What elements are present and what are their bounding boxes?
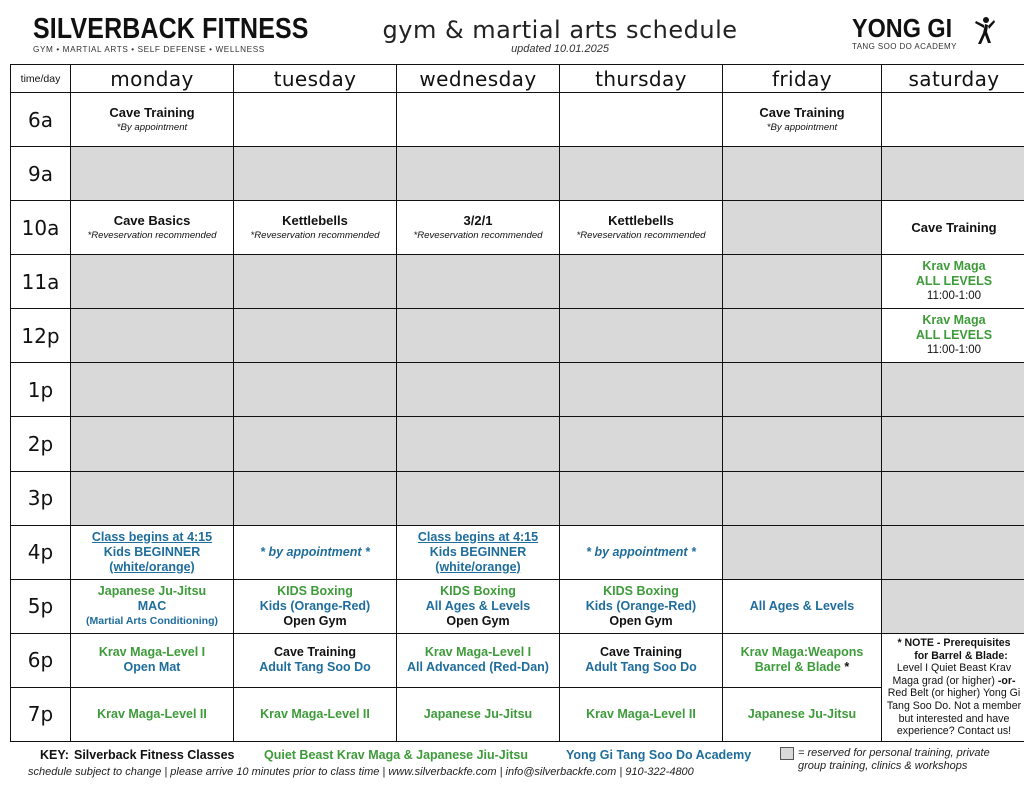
day-header-friday: friday — [723, 65, 882, 93]
time-label: 11a — [11, 255, 71, 309]
class-cell — [723, 579, 882, 633]
class-cell — [560, 687, 723, 741]
time-row-12p — [11, 309, 1024, 363]
class-cell — [560, 525, 723, 579]
reserved-cell — [71, 147, 234, 201]
time-label: 1p — [11, 363, 71, 417]
reserved-cell — [882, 471, 1024, 525]
key-reserved-description: = reserved for personal training, private group training, clinics & workshops — [798, 747, 990, 772]
reserved-cell — [71, 471, 234, 525]
reserved-cell — [397, 363, 560, 417]
schedule-title-block — [330, 16, 790, 55]
class-title: KIDS Boxing — [277, 583, 353, 598]
class-level: (white/orange) — [435, 559, 521, 574]
class-level: All Advanced (Red-Dan) — [407, 660, 549, 675]
silverback-brand — [33, 13, 309, 54]
class-title: Open Gym — [446, 613, 510, 628]
class-note: *Reveservation recommended — [576, 229, 706, 241]
class-cell — [234, 633, 397, 687]
reserved-cell — [234, 417, 397, 471]
class-cell — [234, 201, 397, 255]
reserved-cell — [723, 255, 882, 309]
time-label: 6a — [11, 93, 71, 147]
class-cell — [882, 309, 1024, 363]
reserved-cell — [560, 471, 723, 525]
reserved-cell — [560, 255, 723, 309]
class-start-note: Class begins at 4:15 — [417, 529, 539, 544]
class-title: Krav Maga-Level I — [424, 645, 532, 660]
class-title: Cave Basics — [113, 212, 191, 228]
reserved-cell — [882, 147, 1024, 201]
time-row-6a — [11, 93, 1024, 147]
class-title: Kettlebells — [608, 212, 674, 228]
class-note: *Reveservation recommended — [413, 229, 543, 241]
time-row-7p — [11, 687, 1024, 741]
reserved-cell — [71, 363, 234, 417]
class-title: Japanese Ju-Jitsu — [423, 706, 533, 721]
class-cell — [882, 201, 1024, 255]
prereq-text-krav: Level I Quiet Beast Krav Maga grad (or higher) — [892, 662, 1012, 687]
class-note: *Reveservation recommended — [250, 229, 380, 241]
time-label: 6p — [11, 633, 71, 687]
day-header-row — [11, 65, 1024, 93]
empty-cell — [560, 93, 723, 147]
class-title: Cave Training — [911, 220, 997, 236]
brand-tagline: GYM • MARTIAL ARTS • SELF DEFENSE • WELLNESS — [33, 45, 265, 54]
class-cell — [560, 201, 723, 255]
class-cell — [723, 93, 882, 147]
key-yong-gi-classes: Yong Gi Tang Soo Do Academy — [566, 748, 752, 762]
class-cell — [71, 201, 234, 255]
class-cell — [723, 633, 882, 687]
key-quiet-beast-classes: Quiet Beast Krav Maga & Japanese Jiu-Jitsu — [264, 748, 528, 762]
time-day-header: time/day — [11, 65, 71, 93]
time-label: 10a — [11, 201, 71, 255]
class-level: ALL LEVELS — [915, 328, 993, 343]
reserved-cell — [723, 525, 882, 579]
reserved-cell — [397, 471, 560, 525]
reserved-cell — [234, 147, 397, 201]
class-title: Krav Maga-Level I — [98, 645, 206, 660]
class-title: Krav Maga:Weapons — [740, 645, 864, 660]
class-title: Cave Training — [600, 645, 682, 660]
academy-name: YONG GI — [852, 13, 953, 43]
class-cell — [71, 687, 234, 741]
day-header-saturday: saturday — [882, 65, 1024, 93]
class-title: Krav Maga — [922, 313, 986, 328]
time-label: 3p — [11, 471, 71, 525]
class-cell — [397, 201, 560, 255]
class-note: *By appointment — [116, 121, 188, 133]
class-cell — [71, 579, 234, 633]
martial-artist-icon — [973, 16, 995, 46]
empty-cell — [234, 93, 397, 147]
class-title: MAC — [137, 598, 167, 613]
class-start-note: Class begins at 4:15 — [91, 529, 213, 544]
reserved-cell — [234, 255, 397, 309]
time-label: 5p — [11, 579, 71, 633]
reserved-cell — [723, 309, 882, 363]
empty-cell — [397, 93, 560, 147]
class-level: Kids (Orange-Red) — [259, 598, 371, 613]
class-cell — [397, 633, 560, 687]
class-title: Krav Maga-Level II — [260, 706, 370, 721]
reserved-cell — [560, 147, 723, 201]
day-header-wednesday: wednesday — [397, 65, 560, 93]
time-row-4p — [11, 525, 1024, 579]
time-row-9a — [11, 147, 1024, 201]
class-cell — [71, 93, 234, 147]
appointment-note: * by appointment * — [586, 544, 696, 559]
reserved-cell — [234, 363, 397, 417]
class-cell — [234, 525, 397, 579]
class-cell — [234, 687, 397, 741]
class-cell — [560, 633, 723, 687]
reserved-cell — [71, 255, 234, 309]
class-level: Kids (Orange-Red) — [585, 598, 697, 613]
reserved-cell — [234, 309, 397, 363]
class-title: Japanese Ju-Jitsu — [747, 706, 857, 721]
key-silverback-classes: Silverback Fitness Classes — [74, 748, 235, 762]
class-note: *Reveservation recommended — [87, 229, 217, 241]
reserved-cell — [560, 417, 723, 471]
reserved-cell — [882, 363, 1024, 417]
time-row-6p — [11, 633, 1024, 687]
schedule-table — [10, 64, 1024, 742]
prereq-note-subtitle: for Barrel & Blade: — [914, 649, 1008, 662]
class-cell — [71, 525, 234, 579]
class-cell — [234, 579, 397, 633]
reserved-cell — [723, 147, 882, 201]
class-title: Cave Training — [109, 104, 195, 120]
time-row-2p — [11, 417, 1024, 471]
time-row-11a — [11, 255, 1024, 309]
key-label: KEY: — [40, 748, 69, 762]
time-row-10a — [11, 201, 1024, 255]
class-title: Japanese Ju-Jitsu — [97, 583, 207, 598]
class-level: All Ages & Levels — [425, 598, 531, 613]
reserved-cell — [723, 417, 882, 471]
class-cell — [882, 255, 1024, 309]
class-title: Kids BEGINNER — [429, 544, 527, 559]
class-time: 11:00-1:00 — [926, 344, 982, 357]
class-title: Adult Tang Soo Do — [259, 660, 371, 675]
class-title: KIDS Boxing — [440, 583, 516, 598]
time-label: 7p — [11, 687, 71, 741]
class-note: *By appointment — [766, 121, 838, 133]
reserved-cell — [71, 417, 234, 471]
class-title: Cave Training — [759, 104, 845, 120]
class-subtitle: Barrel & Blade — [754, 660, 841, 675]
time-row-5p — [11, 579, 1024, 633]
time-row-1p — [11, 363, 1024, 417]
class-title: Cave Training — [274, 645, 356, 660]
prerequisite-note-cell — [882, 633, 1024, 741]
prereq-text-tsd: Red Belt (or higher) Yong Gi Tang Soo Do. Not a member but interested and have experience? Contact us! — [886, 687, 1022, 738]
reserved-cell — [560, 309, 723, 363]
reserved-cell — [723, 471, 882, 525]
day-header-monday: monday — [71, 65, 234, 93]
reserved-cell — [397, 147, 560, 201]
class-level: ALL LEVELS — [915, 274, 993, 289]
day-header-tuesday: tuesday — [234, 65, 397, 93]
class-time: 11:00-1:00 — [926, 290, 982, 303]
prereq-or: -or- — [997, 674, 1016, 687]
time-label: 4p — [11, 525, 71, 579]
class-title: Open Mat — [123, 660, 181, 675]
reserved-swatch — [780, 747, 794, 760]
updated-date: updated 10.01.2025 — [511, 43, 609, 55]
class-title: Open Gym — [609, 613, 673, 628]
reserved-cell — [397, 309, 560, 363]
class-title: Kettlebells — [282, 212, 348, 228]
class-title: 3/2/1 — [463, 212, 493, 228]
reserved-cell — [234, 471, 397, 525]
class-subtitle: (Martial Arts Conditioning) — [85, 614, 218, 627]
class-title: Krav Maga-Level II — [97, 706, 207, 721]
time-row-3p — [11, 471, 1024, 525]
prereq-asterisk: * — [844, 660, 850, 675]
class-title: KIDS Boxing — [603, 583, 679, 598]
class-title: Open Gym — [283, 613, 347, 628]
yong-gi-logo — [852, 14, 992, 51]
brand-name: SILVERBACK FITNESS — [33, 13, 309, 45]
class-title: Adult Tang Soo Do — [585, 660, 697, 675]
class-title: Krav Maga-Level II — [586, 706, 696, 721]
class-cell — [71, 633, 234, 687]
time-label: 9a — [11, 147, 71, 201]
day-header-thursday: thursday — [560, 65, 723, 93]
reserved-cell — [560, 363, 723, 417]
reserved-cell — [397, 417, 560, 471]
class-cell — [397, 579, 560, 633]
reserved-cell — [723, 201, 882, 255]
time-label: 12p — [11, 309, 71, 363]
time-label: 2p — [11, 417, 71, 471]
appointment-note: * by appointment * — [260, 544, 370, 559]
reserved-cell — [882, 579, 1024, 633]
class-level: All Ages & Levels — [749, 598, 855, 613]
class-cell — [397, 687, 560, 741]
class-title: Kids BEGINNER — [103, 544, 201, 559]
reserved-cell — [71, 309, 234, 363]
academy-tagline: TANG SOO DO ACADEMY — [852, 42, 957, 51]
reserved-cell — [882, 525, 1024, 579]
reserved-cell — [882, 417, 1024, 471]
class-cell — [560, 579, 723, 633]
class-cell — [397, 525, 560, 579]
reserved-cell — [723, 363, 882, 417]
empty-cell — [882, 93, 1024, 147]
prereq-note-title: * NOTE - Prerequisites — [897, 637, 1011, 650]
class-title: Krav Maga — [922, 259, 986, 274]
class-cell — [723, 687, 882, 741]
reserved-cell — [397, 255, 560, 309]
footer-contact-line: schedule subject to change | please arrive 10 minutes prior to class time | www.silverbackfe.com | info@silverbackfe.com | 910-322-4800 — [28, 766, 694, 778]
page-title: gym & martial arts schedule — [382, 16, 738, 44]
class-level: (white/orange) — [109, 559, 195, 574]
class-title — [725, 660, 879, 675]
